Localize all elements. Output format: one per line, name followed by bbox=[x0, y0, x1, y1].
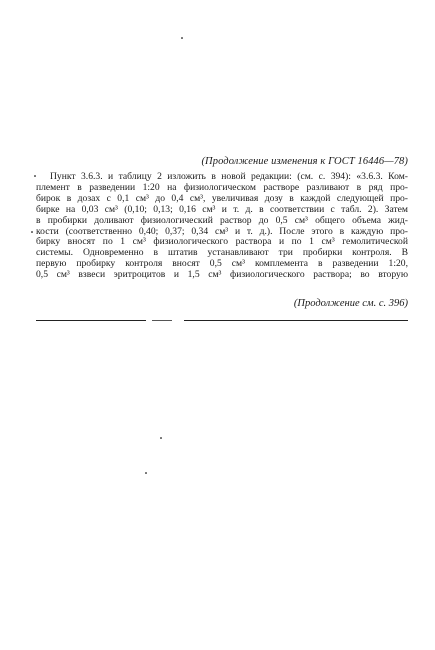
scan-speck bbox=[181, 37, 183, 39]
scan-speck bbox=[160, 437, 162, 439]
separator-rule bbox=[184, 320, 408, 321]
paragraph-line: бирке на 0,03 см³ (0,10; 0,13; 0,16 см³ и т. д. в соответствии с табл. 2). Затем bbox=[36, 204, 408, 215]
scan-speck bbox=[31, 231, 33, 233]
paragraph-line: кости (соответственно 0,40; 0,37; 0,34 см³ и т. д.). После этого в каждую про- bbox=[36, 226, 408, 237]
continuation-footer: (Продолжение см. с. 396) bbox=[293, 298, 408, 309]
amendment-paragraph bbox=[36, 172, 408, 281]
paragraph-line: бирок в дозах с 0,1 см³ до 0,4 см³, увеличивая дозу в каждой следующей про- bbox=[36, 193, 408, 204]
paragraph-line: племент в разведении 1:20 на физиологическом растворе разливают в ряд про- bbox=[36, 182, 408, 193]
paragraph-line: в пробирки доливают физиологический раствор до 0,5 см³ общего объема жид- bbox=[36, 215, 408, 226]
paragraph-line: системы. Одновременно в штатив устанавливают три пробирки контроля. В bbox=[36, 248, 408, 259]
scan-speck bbox=[145, 472, 147, 474]
paragraph-line: 0,5 см³ взвеси эритроцитов и 1,5 см³ физиологического раствора; во вторую bbox=[36, 270, 408, 281]
separator-rule bbox=[36, 320, 146, 321]
paragraph-line: бирку вносят по 1 см³ физиологического раствора и по 1 см³ гемолитической bbox=[36, 237, 408, 248]
separator-rule bbox=[152, 320, 172, 321]
paragraph-line: Пункт 3.6.3. и таблицу 2 изложить в новой редакции: (см. с. 394): «3.6.3. Ком- bbox=[50, 172, 408, 182]
continuation-header: (Продолжение изменения к ГОСТ 16446—78) bbox=[201, 156, 408, 167]
paragraph-line: первую пробирку контроля вносят 0,5 см³ комплемента в разведении 1:20, bbox=[36, 259, 408, 270]
